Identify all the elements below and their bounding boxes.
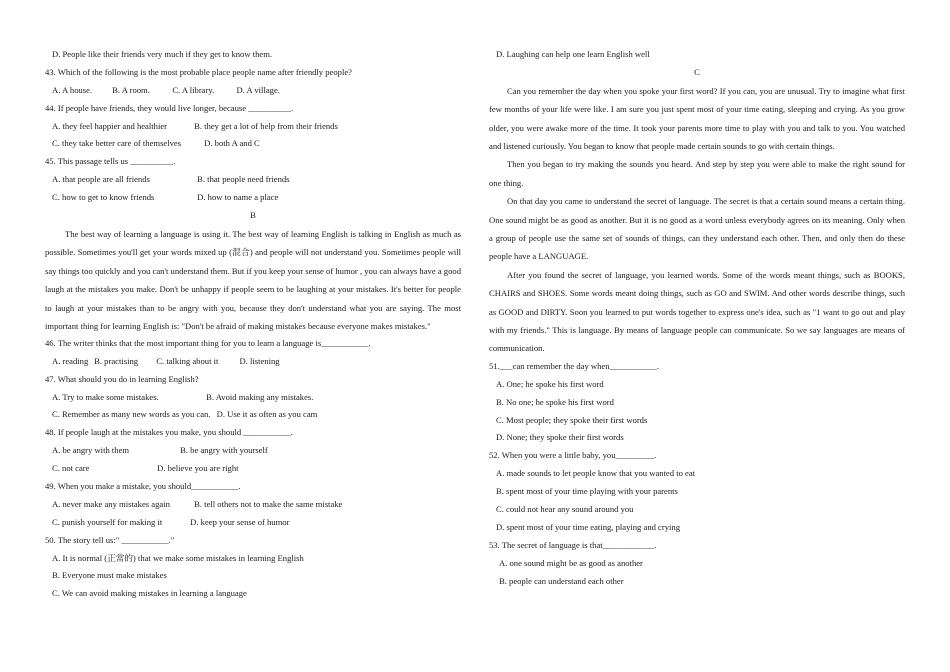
q43-option-a: A. A house. [52,84,93,95]
q53-option-a: A. one sound might be as good as another [499,557,643,568]
q43-stem: 43. Which of the following is the most probable place people name after friendly people? [45,66,352,77]
q46-stem: 46. The writer thinks that the most important thing for you to learn a language is___________. [45,337,371,348]
q46-option-d: D. listening [239,355,280,366]
q51-option-c: C. Most people; they spoke their first words [496,414,648,425]
q49-option-b: B. tell others not to make the same mistake [194,498,343,509]
q50-option-a: A. It is normal (正常的) that we make some mistakes in learning English [52,552,304,563]
q50-option-b: B. Everyone must make mistakes [52,570,167,581]
q47-option-b: B. Avoid making any mistakes. [206,391,314,402]
q43-option-c: C. A library. [172,84,215,95]
q52-option-c: C. could not hear any sound around you [496,504,634,514]
q47-stem: 47. What should you do in learning English? [45,373,199,384]
q46-option-b: B. practising [94,355,139,366]
section-c-heading: C [694,66,700,77]
q53-stem: 53. The secret of language is that____________. [489,539,657,550]
passage-c-paragraph-4: After you found the secret of language, you learned words. Some of the words meant things, such as BOOKS, CHAIRS and SHOES. Some words meant doing things, such as GO and SWIM. And other words describe things, such as GOOD and DIRTY. Soon you learned to put words together to express one's idea, such as "1 want to go out and play with my friends." This is language. By means of language people can communicate. So we say languages are means of communication. [489,269,905,354]
q49-option-c: C. punish yourself for making it [52,516,163,527]
q48-options-row2 [45,460,461,478]
q49-option-d: D. keep your sense of humor [190,516,290,527]
q45-stem: 45. This passage tells us __________. [45,156,176,167]
q51-option-b: B. No one; he spoke his first word [496,396,614,407]
q48-option-b: B. be angry with yourself [180,445,268,456]
q50-stem: 50. The story tell us:" ___________." [45,534,175,545]
section-b-heading: B [250,210,256,221]
passage-c-paragraph-1: Can you remember the day when you spoke your first word? If you can, you are unusual. Try to imagine what first few months of your life were like. I am sure you just spent most of your time eating, sleeping and crying. As you grow older, you were awake more of the time. It took your parents more time to play with you and talk to you. You watched and listened curiously. You began to know that people made certain sounds to go with certain things. [489,85,905,151]
q48-options-row1 [45,442,461,460]
q49-option-a: A. never make any mistakes again [52,498,170,509]
q44-option-b: B. they get a lot of help from their friends [194,120,338,131]
q43-options [45,82,461,100]
q44-options-row2 [45,135,461,153]
q47-options-row1 [45,389,461,407]
q43-option-d: D. A village. [236,84,280,95]
q47-option-d: D. Use it as often as you cam [216,409,318,420]
q44-options-row1 [45,118,461,136]
q48-option-d: D. believe you are right [157,463,239,474]
q48-stem: 48. If people laugh at the mistakes you make, you should ___________. [45,427,293,438]
q48-option-c: C. not care [52,463,90,474]
q44-stem: 44. If people have friends, they would live longer, because __________. [45,102,294,113]
q44-option-d: D. both A and C [204,138,260,149]
q51-option-a: A. One; he spoke his first word [496,378,604,389]
right-column [489,46,905,590]
q43-option-b: B. A room. [112,84,150,95]
q52-option-a: A. made sounds to let people know that you wanted to eat [496,468,696,479]
q45-option-b: B. that people need friends [197,174,290,185]
q52-option-d: D. spent most of your time eating, playing and crying [496,521,681,532]
q49-options-row1 [45,496,461,514]
q45-options-row1 [45,171,461,189]
q46-option-c: C. talking about it [156,355,219,366]
q47-option-c: C. Remember as many new words as you can. [52,409,211,420]
q51-stem: 51.___can remember the day when___________. [489,360,659,371]
q50-option-c: C. We can avoid making mistakes in learning a language [52,588,247,599]
passage-b: The best way of learning a language is using it. The best way of learning English is talking in English as much as possible. Sometimes you'll get your words mixed up (混合) and people will not understand you. Sometimes people will say things too quickly and you can't understand them. But if you keep your sense of humor , you can always have a good laugh at the mistakes you make. Don't be unhappy if people seem to be laughing at your mistakes. It's better for people to laugh at your mistakes than to be angry with you, because they don't understand what you are saying. The most important thing for learning English is: "Don't be afraid of making mistakes because everyone makes mistakes." [45,228,461,331]
q52-stem: 52. When you were a little baby, you_________. [489,450,657,461]
q53-option-b: B. people can understand each other [499,575,624,586]
q44-option-a: A. they feel happier and healthier [52,120,168,131]
left-column [45,46,461,603]
q49-stem: 49. When you make a mistake, you should___________. [45,481,241,492]
q49-options-row2 [45,514,461,532]
q47-options-row2 [45,406,461,424]
q45-option-d: D. how to name a place [197,192,279,203]
q52-option-b: B. spent most of your time playing with your parents [496,486,678,497]
q44-option-c: C. they take better care of themselves [52,138,182,149]
q45-options-row2 [45,189,461,207]
q45-option-c: C. how to get to know friends [52,192,155,203]
q46-option-a: A. reading [52,355,89,366]
passage-c-paragraph-3: On that day you came to understand the secret of language. The secret is that a certain sound means a certain thing. One sound might be as good as another. But it is no good as a word unless everybody agrees on its meaning. Only when a group of people use the same set of sounds of things, can they understand each other. Then, and only then do these people have a LANGUAGE. [489,196,905,262]
q47-option-a: A. Try to make some mistakes. [52,391,159,402]
q51-option-d: D. None; they spoke their first words [496,432,624,443]
q42-option-d: D. People like their friends very much if they get to know them. [52,49,273,59]
passage-c-paragraph-2: Then you began to try making the sounds you heard. And step by step you were able to make the right sound for one thing. [489,159,905,188]
q46-options [45,353,461,371]
q50-option-d: D. Laughing can help one learn English well [496,49,650,59]
q45-option-a: A. that people are all friends [52,174,150,185]
q48-option-a: A. be angry with them [52,445,130,456]
